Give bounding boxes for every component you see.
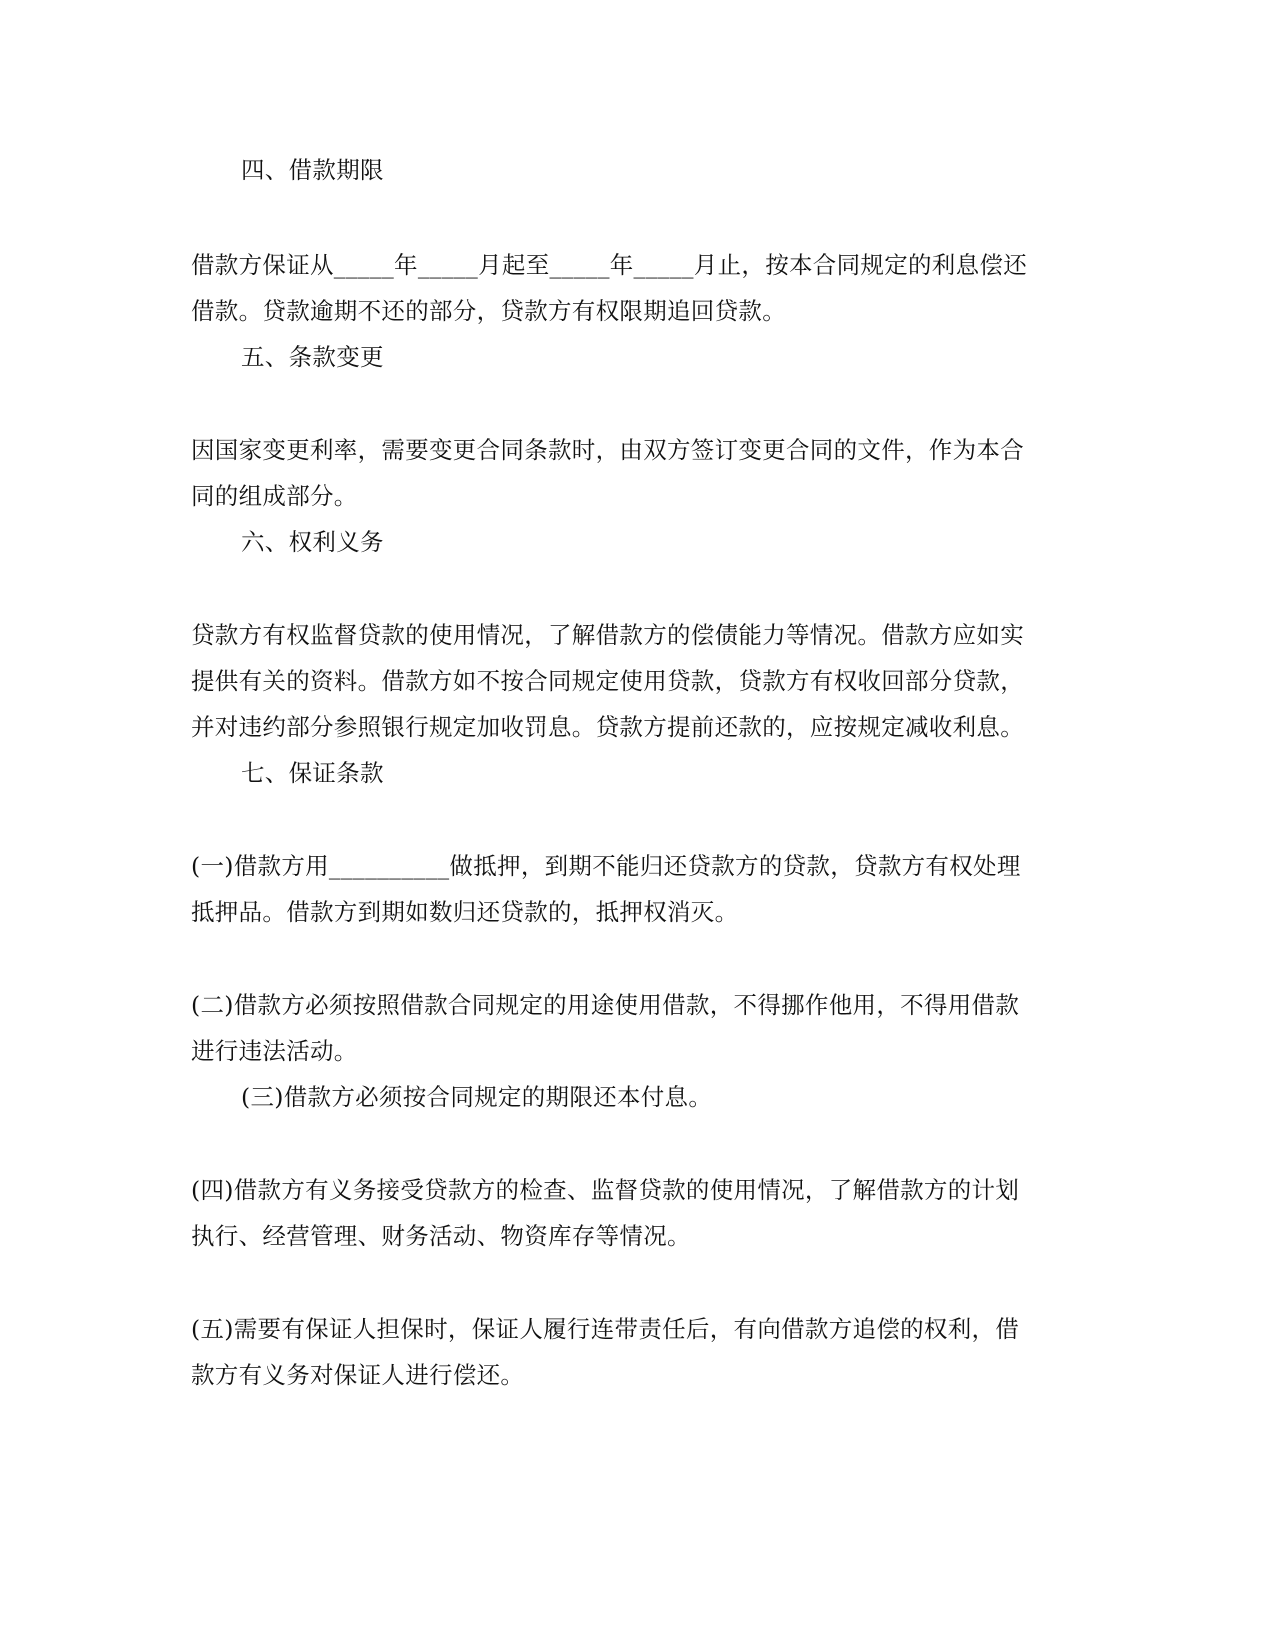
paragraph-line: 同的组成部分。 bbox=[191, 482, 358, 510]
section-heading-loan-term: 四、借款期限 bbox=[241, 156, 384, 184]
paragraph-line: 并对违约部分参照银行规定加收罚息。贷款方提前还款的，应按规定减收利息。 bbox=[191, 713, 1024, 741]
paragraph-line: (一)借款方用__________做抵押，到期不能归还贷款方的贷款，贷款方有权处理 bbox=[191, 852, 1021, 880]
paragraph-line: 借款方保证从_____年_____月起至_____年_____月止，按本合同规定的利息偿还 bbox=[191, 251, 1027, 279]
section-heading-clause-change: 五、条款变更 bbox=[241, 343, 384, 371]
paragraph-line: (五)需要有保证人担保时，保证人履行连带责任后，有向借款方追偿的权利，借 bbox=[191, 1315, 1020, 1343]
paragraph-line: 进行违法活动。 bbox=[191, 1037, 358, 1065]
paragraph-line: 抵押品。借款方到期如数归还贷款的，抵押权消灭。 bbox=[191, 898, 739, 926]
paragraph-line: 贷款方有权监督贷款的使用情况，了解借款方的偿债能力等情况。借款方应如实 bbox=[191, 621, 1024, 649]
paragraph-line: 提供有关的资料。借款方如不按合同规定使用贷款，贷款方有权收回部分贷款， bbox=[191, 667, 1024, 695]
paragraph-line: 因国家变更利率，需要变更合同条款时，由双方签订变更合同的文件，作为本合 bbox=[191, 436, 1024, 464]
paragraph-line: (四)借款方有义务接受贷款方的检查、监督贷款的使用情况，了解借款方的计划 bbox=[191, 1176, 1020, 1204]
paragraph-line: 执行、经营管理、财务活动、物资库存等情况。 bbox=[191, 1222, 691, 1250]
paragraph-line: (二)借款方必须按照借款合同规定的用途使用借款，不得挪作他用，不得用借款 bbox=[191, 991, 1020, 1019]
section-heading-guarantee-terms: 七、保证条款 bbox=[241, 759, 384, 787]
paragraph-line: 借款。贷款逾期不还的部分，贷款方有权限期追回贷款。 bbox=[191, 297, 786, 325]
section-heading-rights-obligations: 六、权利义务 bbox=[241, 528, 384, 556]
paragraph-line: 款方有义务对保证人进行偿还。 bbox=[191, 1361, 525, 1389]
paragraph-line-indented: (三)借款方必须按合同规定的期限还本付息。 bbox=[241, 1083, 713, 1111]
